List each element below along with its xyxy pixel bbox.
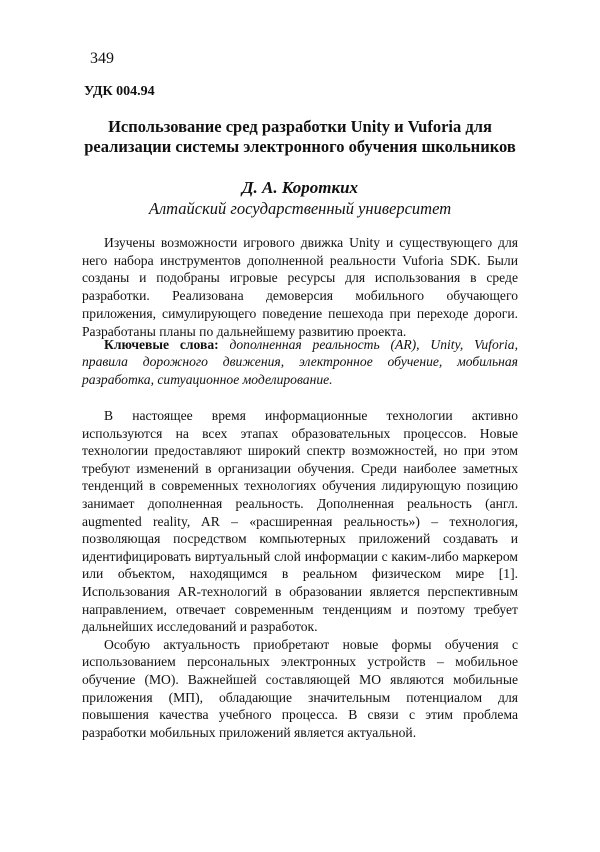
udk-code: УДК 004.94 bbox=[84, 84, 155, 99]
article-title: Использование сред разработки Unity и Vuforia для реализации системы электронного обучения школьников bbox=[84, 117, 516, 156]
page-number: 349 bbox=[90, 50, 114, 67]
article-body bbox=[82, 407, 518, 741]
keywords-label: Ключевые слова: bbox=[104, 337, 230, 352]
body-paragraph: Особую актуальность приобретают новые формы обучения с использованием персональных электронных устройств – мобильное обучение (МО). Важнейшей составляющей МО являются мобильные приложения (МП), обладающие значительным потенциалом для повышения качества учебного процесса. В связи с этим проблема разработки мобильных приложений является актуальной. bbox=[82, 636, 518, 740]
abstract-text: Изучены возможности игрового движка Unity и существующего для него набора инструментов дополненной реальности Vuforia SDK. Были созданы и подобраны игровые ресурсы для использования в среде разработки. Реализована демоверсия мобильного обучающего приложения, симулирующего поведение пешехода при переходе дороги. Разработаны планы по дальнейшему развитию проекта. bbox=[82, 235, 518, 339]
abstract bbox=[82, 234, 518, 340]
keywords-text: дополненная реальность (AR), Unity, Vuforia, правила дорожного движения, электронное обучение, мобильная разработка, ситуационное моделирование. bbox=[82, 337, 518, 387]
keywords bbox=[82, 336, 518, 388]
author-name: Д. А. Коротких bbox=[241, 178, 359, 197]
author-affiliation: Алтайский государственный университет bbox=[148, 199, 452, 218]
body-paragraph: В настоящее время информационные технологии активно используются на всех этапах образовательных процессов. Новые технологии предоставляют широкий спектр возможностей, но при этом требуют изменений в организации обучения. Среди наиболее заметных тенденций в современных технологиях обучения лидирующую позицию занимает дополненная реальность. Дополненная реальность (англ. augmented reality, AR – «расширенная реальность») – технология, позволяющая посредством компьютерных приложений создавать и идентифицировать виртуальный слой информации с каким-либо маркером или объектом, находящимся в реальном физическом мире [1]. Использования AR-технологий в образовании является перспективным направлением, отвечает современным тенденциям и поэтому требует дальнейших исследований и разработок. bbox=[82, 408, 518, 635]
